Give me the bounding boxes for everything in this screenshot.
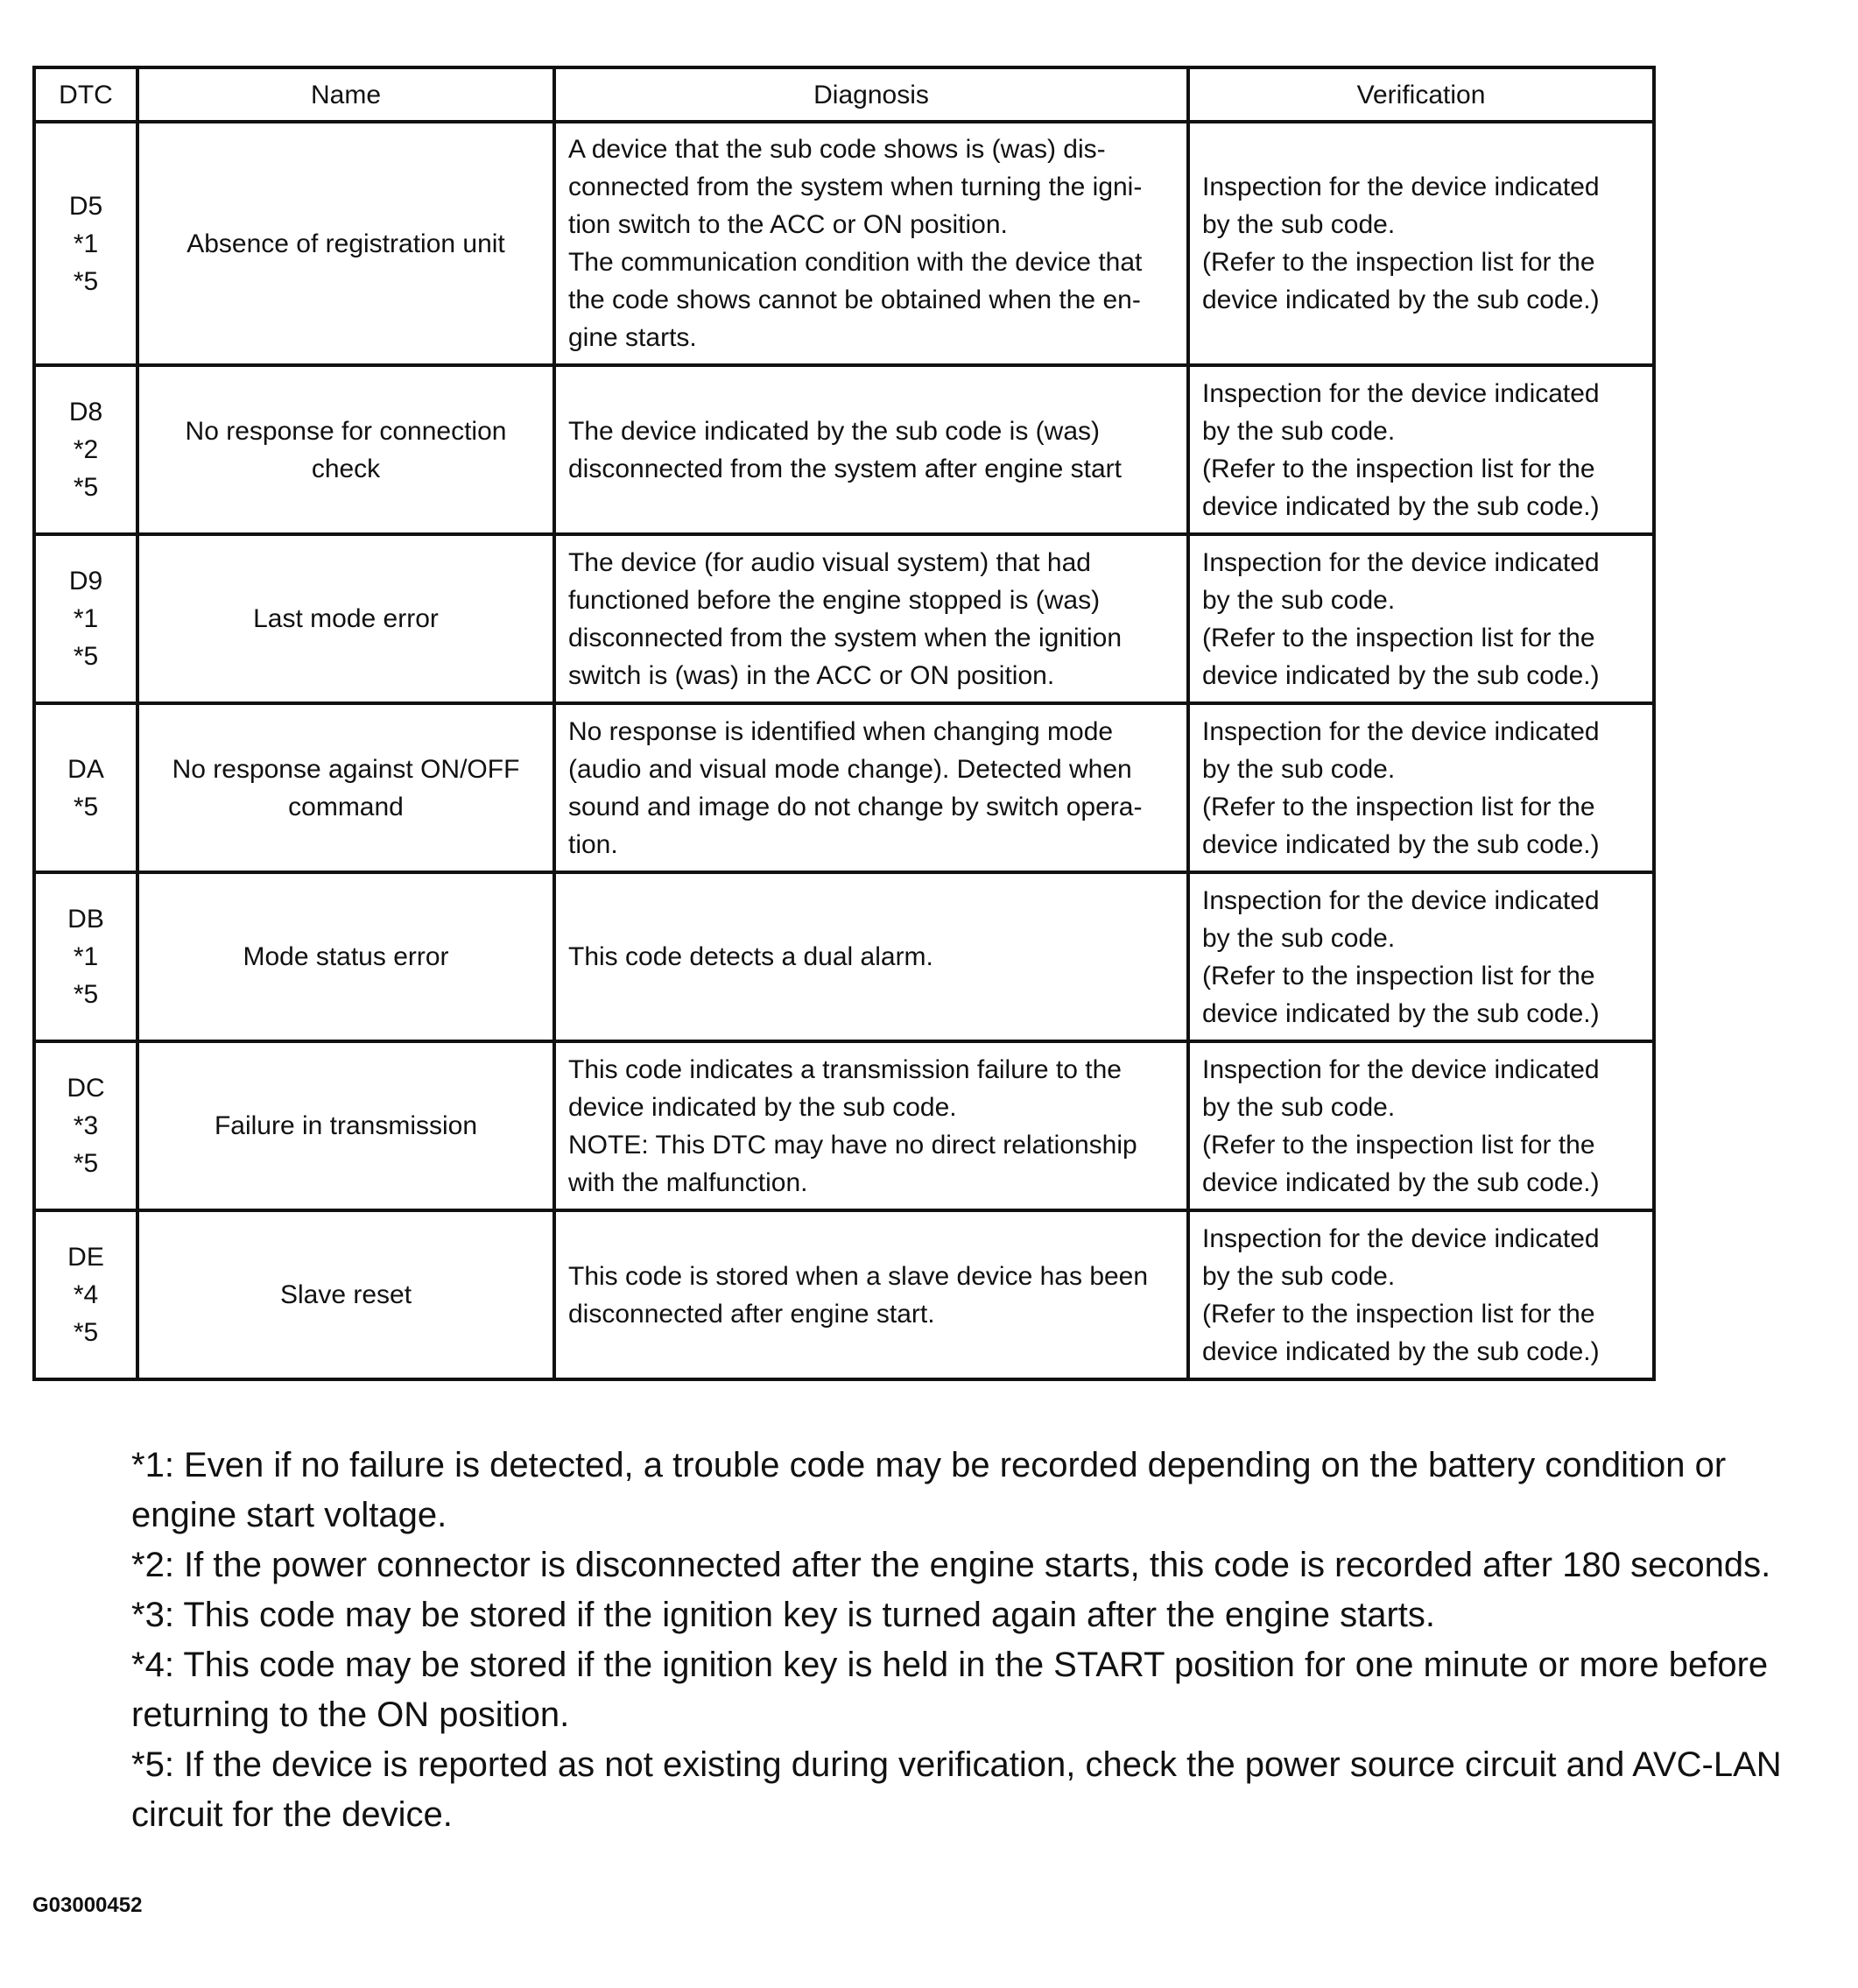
diagnosis-cell	[554, 872, 1188, 1041]
cell-text-line: *1	[73, 229, 99, 258]
name-cell	[137, 703, 554, 872]
cell-text-line: (Refer to the inspection list for the	[1202, 1130, 1595, 1160]
cell-text-line: The device indicated by the sub code is (was)	[568, 416, 1100, 446]
cell-text-line: by the sub code.	[1202, 416, 1396, 446]
cell-text-line: Inspection for the device indicated	[1202, 173, 1600, 201]
cell-text-line: Inspection for the device indicated	[1202, 547, 1600, 577]
cell-text-line: by the sub code.	[1202, 585, 1396, 615]
dtc-cell	[34, 1210, 137, 1379]
name-cell	[137, 1210, 554, 1379]
cell-text-line: by the sub code.	[1202, 923, 1396, 953]
cell-text-line: Inspection for the device indicated	[1202, 716, 1600, 746]
dtc-cell	[34, 365, 137, 534]
cell-text-line: (Refer to the inspection list for the	[1202, 1299, 1595, 1329]
cell-text-line: command	[288, 792, 404, 821]
cell-text-line: tion switch to the ACC or ON position.	[568, 210, 1008, 239]
table-row	[34, 1041, 1654, 1210]
cell-text-line: Inspection for the device indicated	[1202, 1054, 1600, 1084]
diagnosis-cell	[554, 1210, 1188, 1379]
verification-cell	[1188, 122, 1654, 365]
cell-text-line: (Refer to the inspection list for the	[1202, 454, 1595, 483]
header-diagnosis: Diagnosis	[554, 67, 1188, 122]
diagnosis-cell	[554, 534, 1188, 703]
cell-text-line: *2	[73, 435, 99, 464]
cell-text-line: *5	[73, 266, 99, 296]
cell-text-line: connected from the system when turning the igni-	[568, 173, 1143, 201]
cell-text-line: The device (for audio visual system) that had	[568, 547, 1091, 577]
cell-text-line: with the malfunction.	[568, 1167, 808, 1197]
cell-text-line: Absence of registration unit	[187, 229, 505, 258]
dtc-cell	[34, 703, 137, 872]
cell-text-line: *5	[73, 792, 99, 821]
diagnosis-cell	[554, 365, 1188, 534]
cell-text-line: gine starts.	[568, 323, 697, 352]
cell-text-line: DA	[67, 754, 104, 784]
cell-text-line: device indicated by the sub code.)	[1202, 1167, 1600, 1197]
dtc-cell	[34, 534, 137, 703]
footnotes	[131, 1441, 1830, 1840]
cell-text-line: disconnected from the system when the ignition	[568, 623, 1123, 652]
cell-text-line: device indicated by the sub code.)	[1202, 286, 1600, 314]
cell-text-line: switch is (was) in the ACC or ON position.	[568, 660, 1055, 690]
cell-text-line: (Refer to the inspection list for the	[1202, 792, 1595, 821]
name-cell	[137, 534, 554, 703]
verification-cell	[1188, 365, 1654, 534]
cell-text-line: device indicated by the sub code.)	[1202, 998, 1600, 1028]
cell-text-line: DC	[67, 1074, 105, 1103]
cell-text-line: *4	[73, 1280, 99, 1309]
cell-text-line: A device that the sub code shows is (was) dis-	[568, 135, 1106, 164]
cell-text-line: (Refer to the inspection list for the	[1202, 623, 1595, 652]
cell-text-line: Last mode error	[253, 604, 439, 633]
cell-text-line: D5	[68, 191, 103, 221]
table-row	[34, 872, 1654, 1041]
cell-text-line: This code detects a dual alarm.	[568, 942, 933, 971]
cell-text-line: functioned before the engine stopped is (was)	[568, 585, 1101, 615]
dtc-cell	[34, 1041, 137, 1210]
table-row	[34, 122, 1654, 365]
table-row	[34, 534, 1654, 703]
cell-text-line: by the sub code.	[1202, 1261, 1396, 1291]
cell-text-line: device indicated by the sub code.)	[1202, 491, 1600, 521]
table-header-row	[34, 67, 1654, 122]
cell-text-line: (audio and visual mode change). Detected when	[568, 754, 1132, 784]
cell-text-line: DB	[67, 905, 104, 934]
cell-text-line: No response is identified when changing mode	[568, 716, 1114, 746]
verification-cell	[1188, 534, 1654, 703]
cell-text-line: by the sub code.	[1202, 210, 1396, 239]
verification-cell	[1188, 872, 1654, 1041]
header-dtc: DTC	[34, 67, 137, 122]
cell-text-line: *5	[73, 473, 99, 502]
cell-text-line: D9	[68, 567, 103, 596]
cell-text-line: *5	[73, 980, 99, 1009]
diagnosis-cell	[554, 1041, 1188, 1210]
cell-text-line: device indicated by the sub code.)	[1202, 660, 1600, 690]
cell-text-line: No response for connection	[185, 416, 507, 446]
cell-text-line: This code is stored when a slave device has been	[568, 1261, 1149, 1291]
table-body	[34, 122, 1654, 1379]
cell-text-line: *3	[73, 1111, 99, 1140]
cell-text-line: The communication condition with the device that	[568, 248, 1143, 277]
cell-text-line: by the sub code.	[1202, 754, 1396, 784]
footnote: *4: This code may be stored if the ignition key is held in the START position for one minute or more before returning to the ON position.	[131, 1646, 1769, 1734]
cell-text-line: Inspection for the device indicated	[1202, 1223, 1600, 1253]
cell-text-line: sound and image do not change by switch opera-	[568, 792, 1143, 821]
name-cell	[137, 872, 554, 1041]
cell-text-line: Mode status error	[243, 942, 449, 971]
cell-text-line: This code indicates a transmission failure to the	[568, 1054, 1122, 1084]
cell-text-line: disconnected from the system after engine start	[568, 454, 1122, 483]
cell-text-line: Failure in transmission	[214, 1111, 478, 1140]
cell-text-line: (Refer to the inspection list for the	[1202, 248, 1595, 277]
diagnosis-cell	[554, 703, 1188, 872]
cell-text-line: *5	[73, 642, 99, 671]
name-cell	[137, 1041, 554, 1210]
footnote: *2: If the power connector is disconnected after the engine starts, this code is recorded after 180 seconds.	[131, 1546, 1771, 1584]
name-cell	[137, 122, 554, 365]
cell-text-line: *1	[73, 942, 99, 971]
footnote: *5: If the device is reported as not existing during verification, check the power source circuit and AVC-LAN circuit for the device.	[131, 1745, 1782, 1834]
cell-text-line: device indicated by the sub code.	[568, 1092, 957, 1122]
table-row	[34, 365, 1654, 534]
cell-text-line: *5	[73, 1149, 99, 1178]
verification-cell	[1188, 1041, 1654, 1210]
cell-text-line: device indicated by the sub code.)	[1202, 829, 1600, 859]
name-cell	[137, 365, 554, 534]
dtc-table	[32, 66, 1656, 1381]
cell-text-line: check	[311, 454, 381, 483]
footnote: *3: This code may be stored if the ignition key is turned again after the engine starts.	[131, 1596, 1436, 1634]
cell-text-line: Slave reset	[279, 1280, 412, 1309]
header-name: Name	[137, 67, 554, 122]
cell-text-line: DE	[67, 1243, 104, 1272]
verification-cell	[1188, 1210, 1654, 1379]
cell-text-line: Inspection for the device indicated	[1202, 378, 1600, 408]
cell-text-line: Inspection for the device indicated	[1202, 885, 1600, 915]
dtc-cell	[34, 122, 137, 365]
cell-text-line: No response against ON/OFF	[172, 754, 520, 784]
verification-cell	[1188, 703, 1654, 872]
figure-id: G03000452	[32, 1893, 143, 1917]
cell-text-line: by the sub code.	[1202, 1092, 1396, 1122]
cell-text-line: tion.	[568, 829, 618, 859]
cell-text-line: device indicated by the sub code.)	[1202, 1336, 1600, 1366]
cell-text-line: (Refer to the inspection list for the	[1202, 961, 1595, 990]
diagnosis-cell	[554, 122, 1188, 365]
cell-text-line: D8	[68, 398, 103, 427]
cell-text-line: NOTE: This DTC may have no direct relationship	[568, 1130, 1137, 1160]
cell-text-line: *5	[73, 1318, 99, 1347]
table-row	[34, 703, 1654, 872]
cell-text-line: the code shows cannot be obtained when the en-	[568, 286, 1141, 314]
cell-text-line: *1	[73, 604, 99, 633]
dtc-cell	[34, 872, 137, 1041]
footnote: *1: Even if no failure is detected, a trouble code may be recorded depending on the battery condition or engine start voltage.	[131, 1446, 1727, 1534]
header-verification: Verification	[1188, 67, 1654, 122]
table-row	[34, 1210, 1654, 1379]
cell-text-line: disconnected after engine start.	[568, 1299, 935, 1329]
